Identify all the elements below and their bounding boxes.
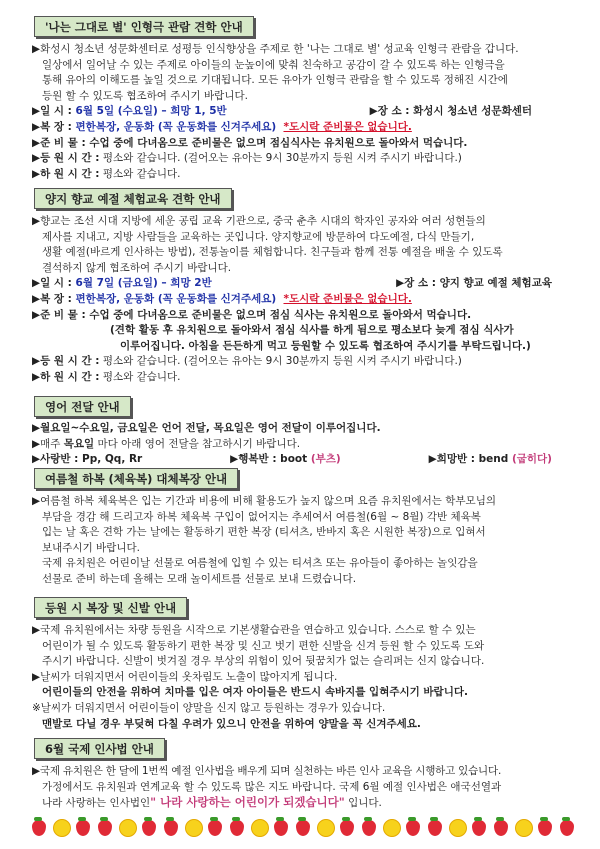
strawberry-icon: [162, 818, 180, 836]
place-label: ▶장 소 :: [396, 277, 436, 290]
strawberry-icon: [492, 818, 510, 836]
dress-label: ▶복 장 :: [32, 120, 72, 133]
date-value: 6월 5일 (수요일) – 희망 1, 5반: [75, 105, 227, 118]
strawberry-icon: [30, 818, 48, 836]
date-label: ▶일 시 :: [32, 277, 72, 290]
lemon-icon: [250, 818, 268, 836]
class-love-label: ▶사랑반 :: [32, 453, 83, 466]
paragraph-line: ▶국제 유치원에서는 차량 등원을 시작으로 기본생활습관을 연습하고 있습니다. 스스로 할 수 있는: [32, 624, 476, 636]
arrive-label: ▶등 원 시 간 :: [32, 355, 100, 368]
section-title: '나는 그대로 별' 인형극 관람 견학 안내: [34, 16, 254, 37]
lemon-icon: [316, 818, 334, 836]
paragraph-line: ※날씨가 더워지면서 어린이들이 양말을 신지 않고 등원하는 경우가 있습니다.: [32, 701, 386, 714]
section-title: 등원 시 복장 및 신발 안내: [34, 597, 187, 618]
section-clothing-shoes: [32, 597, 580, 732]
section-english: [32, 396, 580, 468]
strawberry-icon: [206, 818, 224, 836]
prep-value: 수업 중에 다녀옴으로 준비물은 없으며 점심 식사는 유치원으로 돌아와서 먹습니다.: [89, 308, 472, 321]
intro-line: ▶화성시 청소년 성문화센터로 성평등 인식향상을 주제로 한 '나는 그대로 별' 성교육 인형극 관람을 갑니다.: [32, 43, 519, 55]
paragraph-line: 국제 유치원은 어린이날 선물로 여름철에 입힐 수 있는 티셔츠 또는 유아들이 좋아하는 놀잇감을: [42, 557, 478, 570]
lemon-icon: [52, 818, 70, 836]
lemon-icon: [514, 818, 532, 836]
place-value: 화성시 청소년 성문화센터: [413, 105, 532, 118]
intro-line: 제사를 지내고, 지방 사람들을 교육하는 곳입니다. 양지향교에 방문하여 다도예절, 다식 만들기,: [42, 230, 475, 243]
section-puppet-show: [32, 16, 580, 182]
prep-detail: (견학 활동 후 유치원으로 돌아와서 점심 식사를 하게 됨으로 평소보다 늦게 점심 식사가: [110, 324, 514, 337]
class-happy-label: ▶행복반 : boot: [230, 453, 311, 466]
paragraph-line: 어린이가 될 수 있도록 활동하기 편한 복장 및 신고 벗기 편한 신발을 신겨 등원 할 수 있도록 도와: [42, 639, 485, 652]
section-title: 6월 국제 인사법 안내: [34, 738, 165, 759]
intro-line: 일상에서 일어날 수 있는 주제로 아이들의 눈높이에 맞춰 친숙하고 공감이 갈 수 있도록 하는 인형극을: [42, 58, 505, 71]
greeting-phrase: " 나라 사랑하는 어린이가 되겠습니다": [150, 795, 345, 810]
lunch-note: *도시락 준비물은 없습니다.: [283, 292, 412, 305]
paragraph-line: ▶국제 유치원은 한 달에 1번씩 예절 인사법을 배우게 되며 실천하는 바른 인사 교육을 시행하고 있습니다.: [32, 765, 502, 777]
strawberry-icon: [558, 818, 576, 836]
english-schedule: ▶월요일~수요일, 금요일은 언어 전달, 목요일은 영어 전달이 이루어집니다.: [32, 422, 381, 434]
lemon-icon: [382, 818, 400, 836]
paragraph-line: 부담을 경감 해 드리고자 하복 체육복 구입이 없어지는 추세여서 여름철(6월 ~ 8월) 각반 체육복: [42, 510, 481, 523]
paragraph-line: ▶날씨가 더워지면서 어린이들의 옷차림도 노출이 많아지게 됩니다.: [32, 670, 338, 683]
place-label: ▶장 소 :: [369, 105, 410, 118]
intro-line: 등원 할 수 있도록 협조하여 주시기 바랍니다.: [42, 89, 248, 102]
strawberry-icon: [96, 818, 114, 836]
class-love-value: Pp, Qq, Rr: [82, 453, 143, 466]
text: 입니다.: [344, 797, 382, 810]
section-title: 양지 향교 예절 체험교육 견학 안내: [34, 188, 232, 209]
prep-label: ▶준 비 물 :: [32, 308, 86, 321]
strawberry-icon: [360, 818, 378, 836]
strawberry-icon: [470, 818, 488, 836]
paragraph-line: 입는 날 혹은 견학 가는 날에는 활동하기 편한 복장 (티셔츠, 반바지 혹은 시원한 복장)으로 입혀서: [42, 526, 486, 539]
section-hyanggyo: [32, 188, 580, 386]
arrive-label: ▶등 원 시 간 :: [32, 152, 100, 165]
strawberry-icon: [338, 818, 356, 836]
lunch-note: *도시락 준비물은 없습니다.: [283, 120, 412, 133]
lemon-icon: [448, 818, 466, 836]
strawberry-icon: [272, 818, 290, 836]
date-label: ▶일 시 :: [32, 105, 72, 118]
dress-value: 편한복장, 운동화 (꼭 운동화를 신겨주세요): [75, 292, 277, 305]
dress-value: 편한복장, 운동화 (꼭 운동화를 신겨주세요): [75, 120, 277, 133]
thursday-label: 목요일: [63, 437, 95, 450]
prep-label: ▶준 비 물 :: [32, 136, 86, 149]
strawberry-icon: [74, 818, 92, 836]
intro-line: 생활 예절(바르게 인사하는 방법), 전통놀이를 체험합니다. 친구들과 함께 전통 예절을 배울 수 있도록: [42, 246, 503, 259]
text: ▶매주: [32, 437, 64, 450]
paragraph-line: 보내주시기 바랍니다.: [42, 541, 140, 554]
leave-value: 평소와 같습니다.: [102, 370, 181, 383]
leave-value: 평소와 같습니다.: [102, 167, 181, 180]
paragraph-line: 가정에서도 유치원과 연계교육 할 수 있도록 많은 지도 바랍니다. 국제 6월 예절 인사법은 애국선열과: [42, 780, 502, 793]
arrive-value: 평소와 같습니다. (걸어오는 유아는 9시 30분까지 등원 시켜 주시기 바랍니다.): [102, 152, 462, 165]
paragraph-line: ▶여름철 하복 체육복은 입는 기간과 비용에 비해 활용도가 높지 않으며 요즘 유치원에서는 학부모님의: [32, 495, 496, 507]
intro-line: ▶향교는 조선 시대 지방에 세운 공립 교육 기관으로, 중국 춘추 시대의 학자인 공자와 여러 성현들의: [32, 215, 486, 227]
class-happy-value: (부츠): [310, 453, 341, 466]
class-hope-label: ▶희망반 : bend: [428, 453, 512, 466]
lemon-icon: [184, 818, 202, 836]
lemon-icon: [118, 818, 136, 836]
leave-label: ▶하 원 시 간 :: [32, 167, 100, 180]
section-summer-uniform: [32, 468, 580, 588]
date-value: 6월 7일 (금요일) – 희망 2반: [75, 277, 212, 290]
text: 마다 아래 영어 전달을 참고하시기 바랍니다.: [94, 437, 301, 450]
section-title: 영어 전달 안내: [34, 396, 131, 417]
strawberry-icon: [228, 818, 246, 836]
prep-value: 수업 중에 다녀옴으로 준비물은 없으며 점심식사는 유치원으로 돌아와서 먹습니다.: [89, 136, 468, 149]
strawberry-icon: [426, 818, 444, 836]
intro-line: 통해 유아의 이해도를 높일 것으로 기대됩니다. 모든 유아가 인형극 관람을 할 수 있도록 정해진 시간에: [42, 74, 508, 87]
strawberry-icon: [140, 818, 158, 836]
dress-label: ▶복 장 :: [32, 292, 72, 305]
leave-label: ▶하 원 시 간 :: [32, 370, 100, 383]
strawberry-icon: [404, 818, 422, 836]
paragraph-line: 주시기 바랍니다. 신발이 벗겨질 경우 부상의 위험이 있어 뒷꿈치가 없는 슬리퍼는 신지 않습니다.: [42, 655, 485, 668]
safety-notice: 어린이들의 안전을 위하여 치마를 입은 여자 아이들은 반드시 속바지를 입혀주시기 바랍니다.: [42, 686, 468, 699]
class-hope-value: (굽히다): [511, 453, 552, 466]
place-value: 양지 향교 예절 체험교육: [439, 277, 552, 290]
arrive-value: 평소와 같습니다. (걸어오는 유아는 9시 30분까지 등원 시켜 주시기 바랍니다.): [102, 355, 462, 368]
section-title: 여름철 하복 (체육복) 대체복장 안내: [34, 468, 238, 489]
intro-line: 결석하지 않게 협조하여 주시기 바랍니다.: [42, 261, 232, 274]
paragraph-line: 선물로 준비 하는데 올해는 모래 놀이세트를 선물로 보내 드렸습니다.: [42, 572, 357, 585]
text: 나라 사랑하는 인사법인: [42, 797, 151, 810]
prep-detail: 이루어집니다. 아침을 든든하게 먹고 등원할 수 있도록 협조하여 주시기를 부탁드립니다.): [120, 339, 531, 352]
safety-notice: 맨발로 다닐 경우 부딪혀 다칠 우려가 있으니 안전을 위하여 양말을 꼭 신겨주세요.: [42, 717, 421, 730]
strawberry-icon: [294, 818, 312, 836]
section-greeting: [32, 738, 580, 812]
strawberry-icon: [536, 818, 554, 836]
